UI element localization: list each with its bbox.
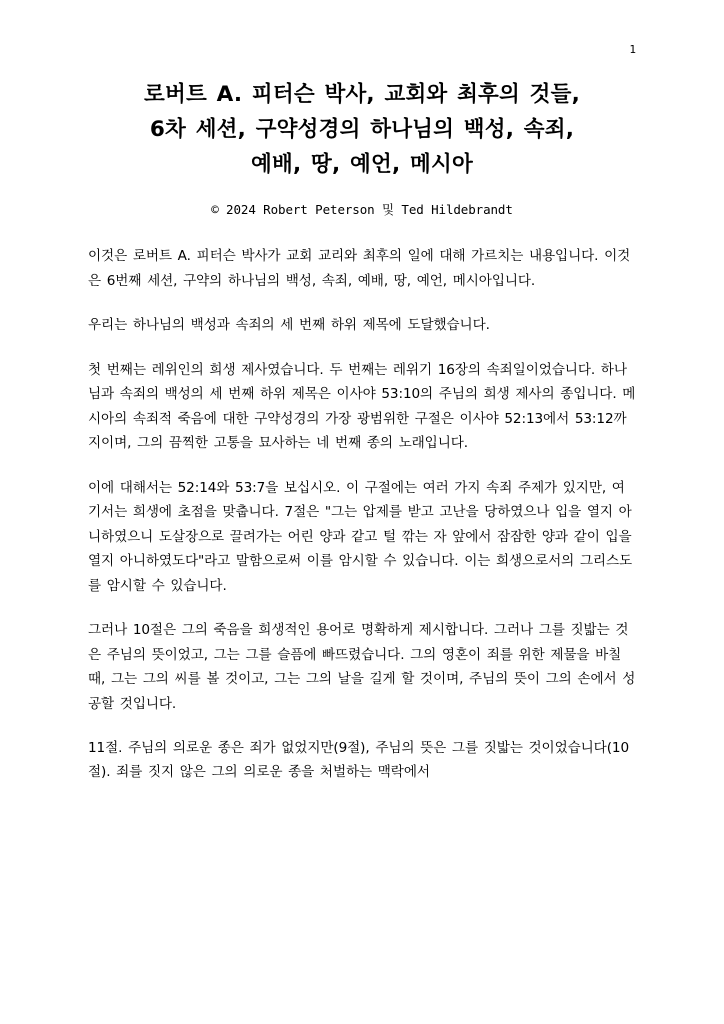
paragraph: 그러나 10절은 그의 죽음을 희생적인 용어로 명확하게 제시합니다. 그러나 그를 짓밟는 것은 주님의 뜻이었고, 그는 그를 슬픔에 빠뜨렸습니다. 그의 영혼이 죄를 위한 제물을 바칠 때, 그는 그의 씨를 볼 것이고, 그는 그의 날을 길게 할 것이며, 주님의 뜻이 그의 손에서 성공할 것입니다. xyxy=(88,622,636,712)
document-body xyxy=(88,244,636,784)
paragraph: 이에 대해서는 52:14와 53:7을 보십시오. 이 구절에는 여러 가지 속죄 주제가 있지만, 여기서는 희생에 초점을 맞춥니다. 7절은 "그는 압제를 받고 고난을 당하였으나 입을 열지 아니하였으니 도살장으로 끌려가는 어린 양과 같고 털 깎는 자 앞에서 잠잠한 양과 같이 입을 열지 아니하였도다"라고 말함으로써 이를 암시할 수 있습니다. 이는 희생으로서의 그리스도를 암시할 수 있습니다. xyxy=(88,479,633,594)
paragraph: 우리는 하나님의 백성과 속죄의 세 번째 하위 제목에 도달했습니다. xyxy=(88,317,490,334)
title-line-3: 예배, 땅, 예언, 메시아 xyxy=(251,151,473,177)
title-line-1: 로버트 A. 피터슨 박사, 교회와 최후의 것들, xyxy=(144,82,580,107)
title-line-2: 6차 세션, 구약성경의 하나님의 백성, 속죄, xyxy=(149,116,575,142)
paragraph: 11절. 주님의 의로운 종은 죄가 없었지만(9절), 주님의 뜻은 그를 짓밟는 것이었습니다(10절). 죄를 짓지 않은 그의 의로운 종을 처벌하는 맥락에서 xyxy=(88,739,630,781)
page-number: 1 xyxy=(629,43,636,56)
paragraph: 첫 번째는 레위인의 희생 제사였습니다. 두 번째는 레위기 16장의 속죄일이었습니다. 하나님과 속죄의 백성의 세 번째 하위 제목은 이사야 53:10의 주님의 희생 제사의 종입니다. 메시아의 속죄적 죽음에 대한 구약성경의 가장 광범위한 구절은 이사야 52:13에서 53:12까지이며, 그의 끔찍한 고통을 묘사하는 네 번째 종의 노래입니다. xyxy=(88,361,636,452)
copyright-notice: © 2024 Robert Peterson 및 Ted Hildebrandt xyxy=(211,202,513,218)
paragraph: 이것은 로버트 A. 피터슨 박사가 교회 교리와 최후의 일에 대해 가르치는 내용입니다. 이것은 6번째 세션, 구약의 하나님의 백성, 속죄, 예배, 땅, 예언, 메시아입니다. xyxy=(88,248,631,289)
page-title xyxy=(88,0,636,182)
